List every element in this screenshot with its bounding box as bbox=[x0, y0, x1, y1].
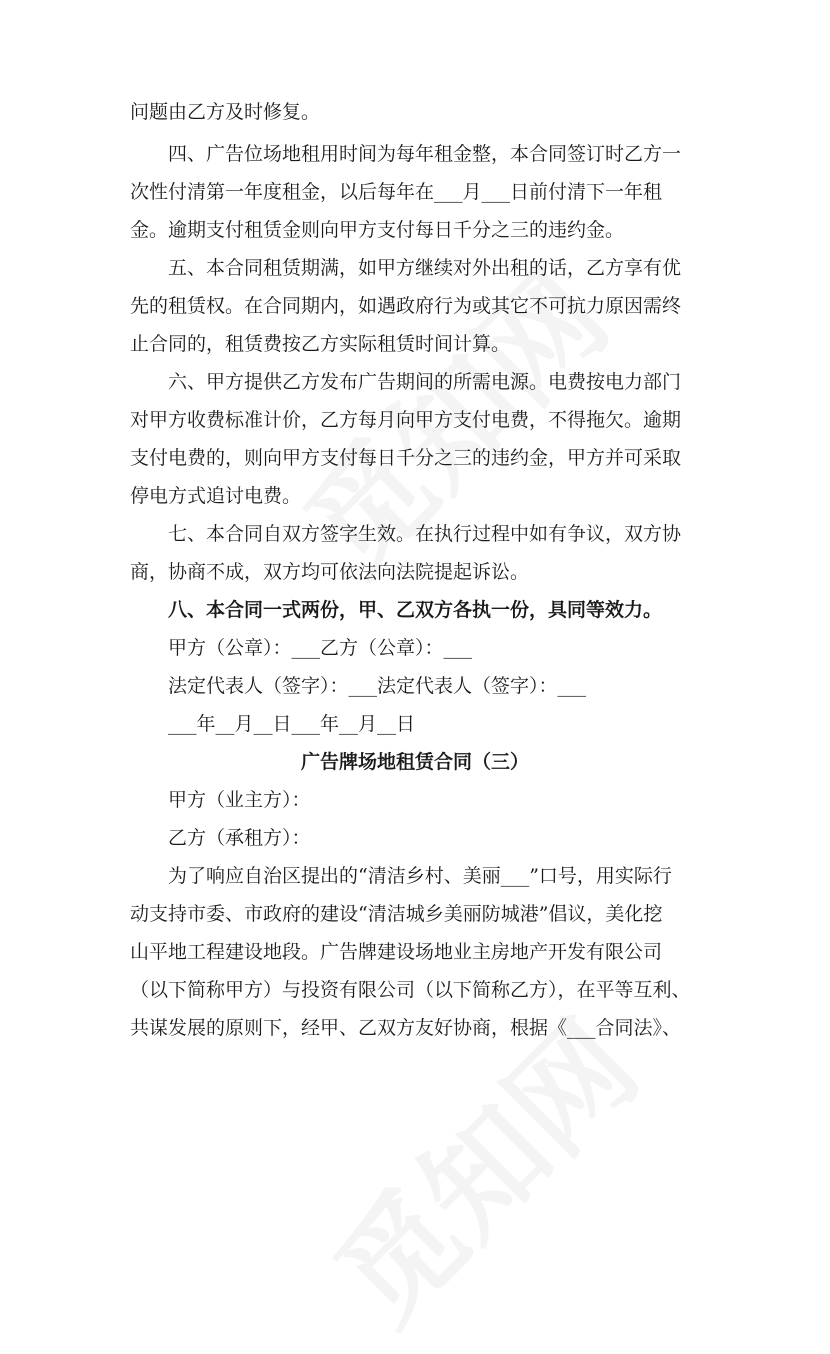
clause-4: 四、广告位场地租用时间为每年租金整，本合同签订时乙方一 bbox=[168, 143, 682, 165]
text-line: 先的租赁权。在合同期内，如遇政府行为或其它不可抗力原因需终 bbox=[130, 295, 682, 317]
contract-title: 广告牌场地租赁合同（三） bbox=[300, 751, 529, 773]
clause-6: 六、甲方提供乙方发布广告期间的所需电源。电费按电力部门 bbox=[168, 371, 682, 393]
text-line: 止合同的，租赁费按乙方实际租赁时间计算。 bbox=[130, 333, 511, 355]
party-a-line: 甲方（业主方）： bbox=[168, 789, 311, 811]
text-line: 次性付清第一年度租金，以后每年在___月___日前付清下一年租 bbox=[130, 181, 663, 203]
clause-7: 七、本合同自双方签字生效。在执行过程中如有争议，双方协 bbox=[168, 523, 682, 545]
clause-8: 八、本合同一式两份，甲、乙双方各执一份，具同等效力。 bbox=[168, 599, 663, 621]
text-line: 共谋发展的原则下，经甲、乙双方友好协商，根据《___合同法》、 bbox=[130, 1017, 682, 1039]
text-line: 支付电费的，则向甲方支付每日千分之三的违约金，甲方并可采取 bbox=[130, 447, 682, 469]
clause-5: 五、本合同租赁期满，如甲方继续对外出租的话，乙方享有优 bbox=[168, 257, 682, 279]
text-line: 金。逾期支付租赁金则向甲方支付每日千分之三的违约金。 bbox=[130, 219, 625, 241]
seal-line: 甲方（公章）：___乙方（公章）：___ bbox=[168, 637, 473, 659]
text-line: 商，协商不成，双方均可依法向法院提起诉讼。 bbox=[130, 561, 530, 583]
text-line: 停电方式追讨电费。 bbox=[130, 485, 302, 507]
signature-line: 法定代表人（签字）：___法定代表人（签字）：___ bbox=[168, 675, 587, 697]
party-b-line: 乙方（承租方）： bbox=[168, 827, 311, 849]
text-line: 对甲方收费标准计价，乙方每月向甲方支付电费，不得拖欠。逾期 bbox=[130, 409, 682, 431]
text-line: （以下简称甲方）与投资有限公司（以下简称乙方），在平等互利、 bbox=[130, 979, 691, 1001]
date-line: ___年__月__日___年__月__日 bbox=[168, 713, 416, 735]
text-line: 问题由乙方及时修复。 bbox=[130, 101, 321, 123]
preamble-line: 为了响应自治区提出的“清洁乡村、美丽___”口号，用实际行 bbox=[168, 865, 672, 887]
text-line: 山平地工程建设地段。广告牌建设场地业主房地产开发有限公司 bbox=[130, 941, 663, 963]
text-line: 动支持市委、市政府的建设“清洁城乡美丽防城港”倡议，美化挖 bbox=[130, 903, 663, 925]
